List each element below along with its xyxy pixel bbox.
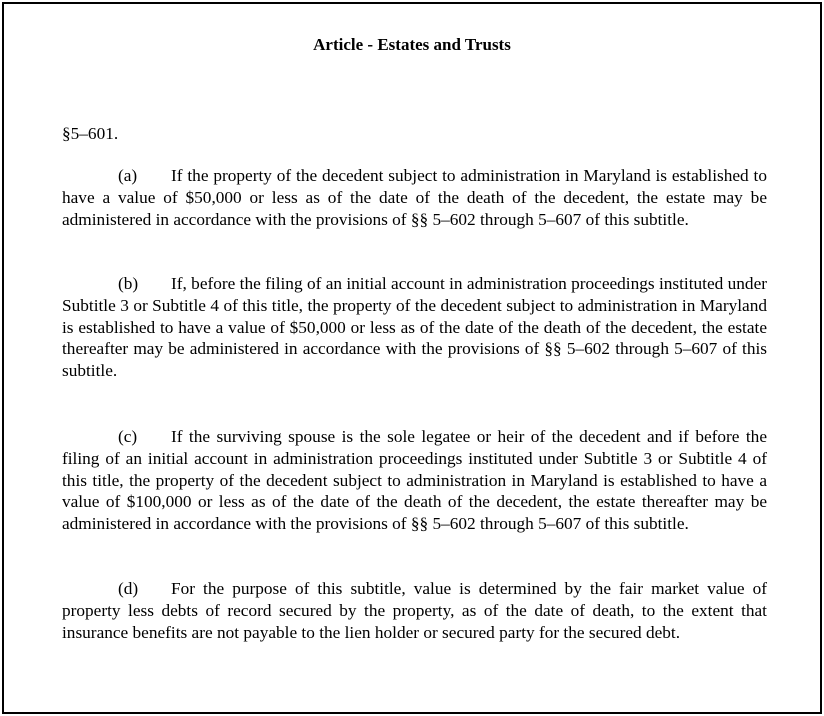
section-number: §5–601. xyxy=(62,124,119,143)
paragraph-text: If the property of the decedent subject to administration in Maryland is established to have a value of $50,000 or less as of the date of the death of the decedent, the estate may be administered in accordance with the provisions of §§ 5–602 through 5–607 of this subtitle. xyxy=(62,166,767,229)
paragraph-text: For the purpose of this subtitle, value is determined by the fair market value of property less debts of record secured by the property, as of the date of death, to the extent that insurance benefits are not payable to the lien holder or secured party for the secured debt. xyxy=(62,579,767,642)
article-title: Article - Estates and Trusts xyxy=(313,35,511,54)
paragraph-text: If the surviving spouse is the sole legatee or heir of the decedent and if before the filing of an initial account in administration proceedings instituted under Subtitle 3 or Subtitle 4 of this title, the property of the decedent subject to administration in Maryland is established to have a value of $100,000 or less as of the date of the death of the decedent, the estate thereafter may be administered in accordance with the provisions of §§ 5–602 through 5–607 of this subtitle. xyxy=(62,427,767,534)
document-page xyxy=(2,2,822,714)
paragraph-label: (b) xyxy=(118,274,139,293)
paragraph-a xyxy=(62,165,767,230)
paragraph-text: If, before the filing of an initial account in administration proceedings instituted under Subtitle 3 or Subtitle 4 of this title, the property of the decedent subject to administration in Maryland is established to have a value of $50,000 or less as of the date of the death of the decedent, the estate thereafter may be administered in accordance with the provisions of §§ 5–602 through 5–607 of this subtitle. xyxy=(62,274,767,381)
paragraph-b xyxy=(62,273,767,382)
paragraph-label: (d) xyxy=(118,579,139,598)
paragraph-label: (a) xyxy=(118,166,138,185)
paragraph-d xyxy=(62,578,767,643)
paragraph-c xyxy=(62,426,767,535)
paragraph-label: (c) xyxy=(118,427,138,446)
